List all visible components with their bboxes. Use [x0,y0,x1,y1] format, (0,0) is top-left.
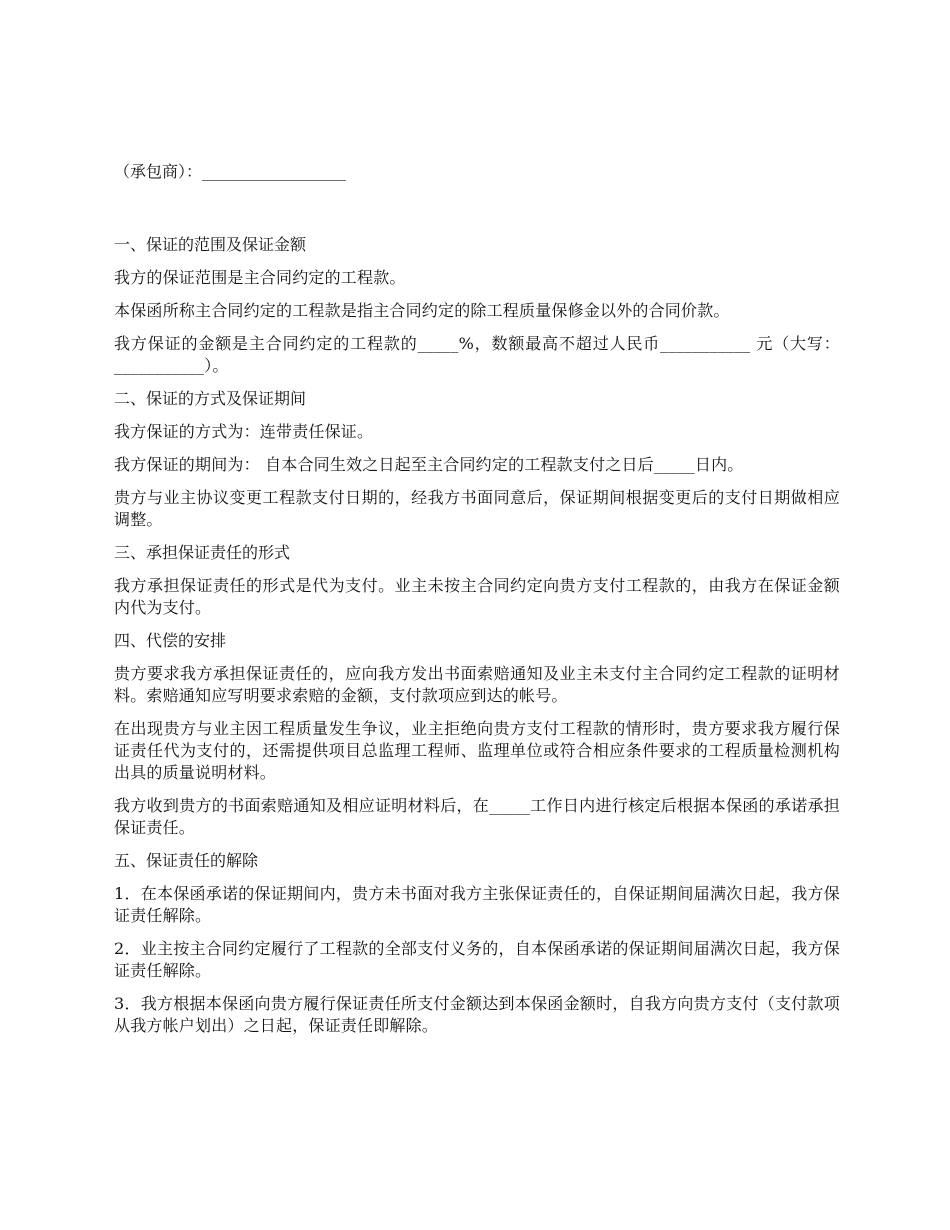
contractor-line: （承包商）：__________________ [114,162,347,181]
paragraph: 我方保证的金额是主合同约定的工程款的_____%，数额最高不超过人民币___________ 元（大写：___________）。 [114,334,840,375]
document-page [114,160,840,1048]
paragraph: 1．在本保函承诺的保证期间内，贵方未书面对我方主张保证责任的，自保证期间届满次日起，我方保证责任解除。 [114,884,840,925]
section-heading-5: 五、保证责任的解除 [114,851,259,870]
paragraph: 3．我方根据本保函向贵方履行保证责任所支付金额达到本保函金额时，自我方向贵方支付（支付款项从我方帐户划出）之日起，保证责任即解除。 [114,994,840,1035]
paragraph: 本保函所称主合同约定的工程款是指主合同约定的除工程质量保修金以外的合同价款。 [114,301,730,320]
paragraph: 我方保证的方式为：连带责任保证。 [114,422,374,441]
paragraph: 在出现贵方与业主因工程质量发生争议，业主拒绝向贵方支付工程款的情形时，贵方要求我方履行保证责任代为支付的，还需提供项目总监理工程师、监理单位或符合相应条件要求的工程质量检测机构出具的质量说明材料。 [114,719,840,782]
paragraph: 2．业主按主合同约定履行了工程款的全部支付义务的，自本保函承诺的保证期间届满次日起，我方保证责任解除。 [114,939,840,980]
paragraph: 贵方与业主协议变更工程款支付日期的，经我方书面同意后，保证期间根据变更后的支付日期做相应调整。 [114,488,840,529]
section-heading-3: 三、承担保证责任的形式 [114,543,291,562]
paragraph: 我方的保证范围是主合同约定的工程款。 [114,268,406,287]
section-heading-1: 一、保证的范围及保证金额 [114,235,307,254]
paragraph: 我方收到贵方的书面索赔通知及相应证明材料后，在_____工作日内进行核定后根据本保函的承诺承担保证责任。 [114,796,840,837]
section-heading-4: 四、代偿的安排 [114,631,227,650]
paragraph: 我方保证的期间为： 自本合同生效之日起至主合同约定的工程款支付之日后_____日内。 [114,455,744,474]
paragraph: 贵方要求我方承担保证责任的，应向我方发出书面索赔通知及业主未支付主合同约定工程款的证明材料。索赔通知应写明要求索赔的金额，支付款项应到达的帐号。 [114,664,840,705]
paragraph: 我方承担保证责任的形式是代为支付。业主未按主合同约定向贵方支付工程款的，由我方在保证金额内代为支付。 [114,576,840,617]
section-heading-2: 二、保证的方式及保证期间 [114,389,307,408]
